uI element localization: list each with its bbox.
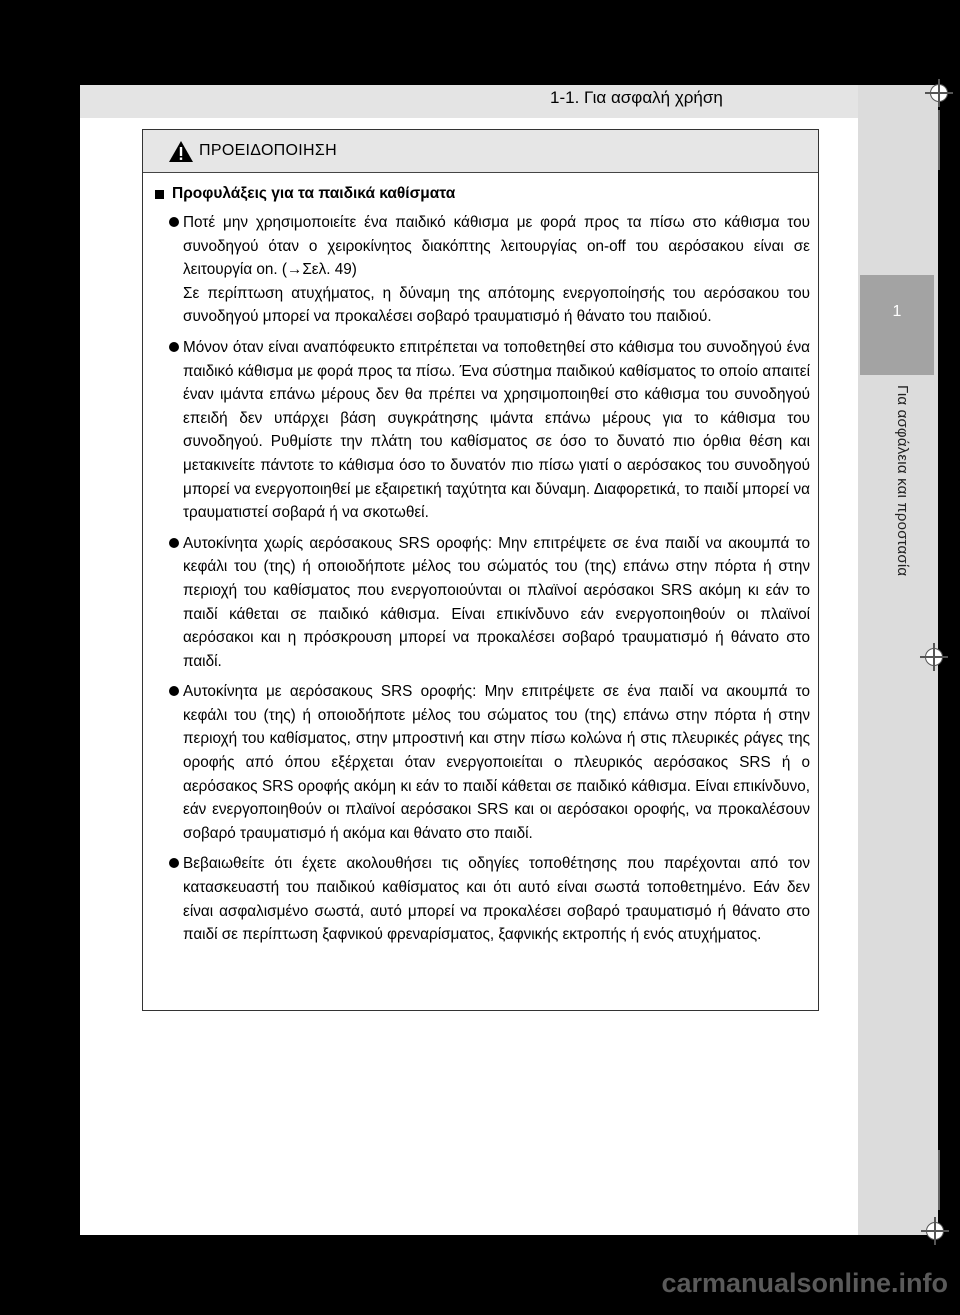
paragraph: Αυτοκίνητα χωρίς αερόσακους SRS οροφής: Μην επιτρέψετε σε ένα παιδί να ακουμπά το κεφάλι του (της) ή οποιοδήποτε μέλος του σώματός του (της) επάνω στην πόρτα ή στην περιοχή του καθίσματος που ενεργοποιούνται οι πλαϊνοί αερόσακοι SRS ακόμη κι εάν το παιδί κάθεται σε παιδικό κάθισμα. Είναι επικίνδυνο εάν ενεργοποιηθούν οι πλαϊνοί αερόσακοι και η πρόσκρουση μπορεί να προκαλέσει σοβαρό τραυματισμό ή θάνατο στο παιδί.	[183, 534, 810, 670]
crop-line	[938, 1150, 940, 1210]
paragraph: Σε περίπτωση ατυχήματος, η δύναμη της απότομης ενεργοποίησής του αερόσακου του συνοδηγού μπορεί να προκαλέσει σοβαρό τραυματισμό ή θάνατο του παιδιού.	[183, 284, 810, 326]
manual-page	[80, 85, 938, 1235]
header-bar	[80, 85, 858, 118]
chapter-number: 1	[892, 303, 902, 320]
watermark: carmanualsonline.info	[661, 1268, 948, 1298]
paragraph: Αυτοκίνητα με αερόσακους SRS οροφής: Μην επιτρέψετε σε ένα παιδί να ακουμπά το κεφάλι του (της) ή οποιοδήποτε μέλος του σώματος του (της) επάνω στην πόρτα ή στην περιοχή του καθίσματος, στην μπροστινή και στην πίσω κολώνα ή στις πλευρικές ράγες της οροφής από όπου εξέρχεται όταν ενεργοποιείται ο πλευρικός αερόσακος SRS ή ο αερόσακος SRS οροφής ακόμη κι εάν το παιδί κάθεται σε παιδικό κάθισμα. Είναι επικίνδυνο, εάν ενεργοποιηθούν οι πλαϊνοί αερόσακοι SRS και οι αερόσακοι οροφής, να προκαλέσουν σοβαρό τραυματισμό ή ακόμα και θάνατο στο παιδί.	[183, 683, 810, 842]
warning-section	[155, 185, 810, 954]
bullet-dot-icon	[169, 858, 179, 868]
bullet-dot-icon	[169, 217, 179, 227]
registration-mark-icon	[925, 648, 943, 666]
registration-mark-icon	[926, 1222, 944, 1240]
list-item	[155, 680, 810, 845]
warning-triangle-icon	[168, 140, 194, 163]
section-header-title: 1-1. Για ασφαλή χρήση	[550, 88, 723, 107]
list-item	[155, 852, 810, 946]
list-item	[155, 211, 810, 329]
warning-header	[143, 130, 818, 173]
list-item	[155, 336, 810, 525]
section-title	[155, 185, 810, 203]
chapter-side-label: Για ασφάλεια και προστασία	[894, 385, 911, 577]
section-title-text: Προφυλάξεις για τα παιδικά καθίσματα	[172, 185, 456, 202]
list-item	[155, 532, 810, 674]
warning-title: ΠΡΟΕΙΔΟΠΟΙΗΣΗ	[199, 142, 337, 159]
paragraph: Ποτέ μην χρησιμοποιείτε ένα παιδικό κάθισμα με φορά προς τα πίσω στο κάθισμα του συνοδηγού όταν ο χειροκίνητος διακόπτης λειτουργίας on-off του αερόσακου είναι σε λειτουργία on. (→Σελ. 49)	[183, 214, 810, 279]
crop-line	[938, 110, 940, 170]
bullet-dot-icon	[169, 538, 179, 548]
bullet-dot-icon	[169, 342, 179, 352]
paragraph: Μόνον όταν είναι αναπόφευκτο επιτρέπεται να τοποθετηθεί στο κάθισμα του συνοδηγού ένα παιδικό κάθισμα με φορά προς τα πίσω. Ένα σύστημα παιδικού καθίσματος το οποίο απαιτεί έναν ιμάντα επάνω μέρους δεν θα πρέπει να χρησιμοποιηθεί στο κάθισμα του συνοδηγού επειδή δεν υπάρχει βάση συγκράτησης ιμάντα επάνω μέρους για το κάθισμα του συνοδηγού. Ρυθμίστε την πλάτη του καθίσματος σε όσο το δυνατό πιο όρθια θέση και μετακινείτε πάντοτε το κάθισμα όσο το δυνατόν πιο πίσω γιατί ο αερόσακος του συνοδηγού μπορεί να ενεργοποιηθεί με εξαιρετική ταχύτητα και δύναμη. Διαφορετικά, το παιδί μπορεί να τραυματιστεί σοβαρά ή να σκοτωθεί.	[183, 338, 810, 522]
bullet-dot-icon	[169, 686, 179, 696]
registration-mark-icon	[930, 84, 948, 102]
paragraph: Βεβαιωθείτε ότι έχετε ακολουθήσει τις οδηγίες τοποθέτησης που παρέχονται από τον κατασκευαστή του παιδικού καθίσματος και ότι αυτό είναι σωστά τοποθετημένο. Εάν δεν είναι ασφαλισμένο σωστά, αυτό μπορεί να προκαλέσει σοβαρό τραυματισμό ή θάνατο στο παιδί σε περίπτωση ξαφνικού φρεναρίσματος, ξαφνικής εκτροπής ή ενός ατυχήματος.	[183, 855, 810, 944]
warning-box	[142, 129, 819, 1011]
chapter-number-box	[860, 275, 934, 375]
square-bullet-icon	[155, 190, 164, 199]
